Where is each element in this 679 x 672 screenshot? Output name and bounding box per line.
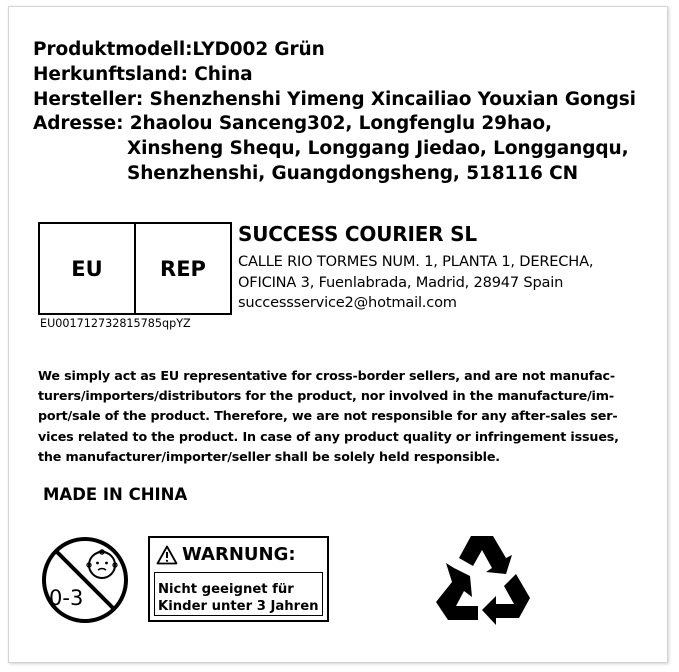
product-model-line: Produktmodell:LYD002 Grün	[33, 39, 325, 60]
disclaimer-line: We simply act as EU representative for cross-border sellers, and are not manufac-	[38, 368, 616, 383]
rep-email: successservice2@hotmail.com	[238, 294, 457, 312]
rep-address-line: CALLE RIO TORMES NUM. 1, PLANTA 1, DERECHA,	[238, 253, 594, 270]
made-in-china: MADE IN CHINA	[43, 485, 188, 504]
address-line: Shenzhenshi, Guangdongsheng, 518116 CN	[127, 162, 579, 184]
eu-rep-left-cell: EU	[40, 224, 136, 313]
disclaimer-text	[38, 366, 619, 467]
disclaimer-line: vices related to the product. In case of any product quality or infringement issues,	[38, 428, 619, 444]
manufacturer-info	[33, 38, 636, 187]
eu-rep-id: EU001712732815785qpYZ	[40, 317, 191, 330]
manufacturer-line: Hersteller: Shenzhenshi Yimeng Xincailiao Youxian Gongsi	[33, 88, 636, 110]
warning-triangle-icon	[156, 545, 178, 565]
warning-text-line: Kinder unter 3 Jahren	[158, 599, 319, 614]
disclaimer-line: the manufacturer/importer/seller shall be solely held responsible.	[38, 448, 500, 464]
age-label: 0-3	[49, 586, 84, 610]
recycle-icon	[434, 530, 534, 625]
rep-address	[238, 252, 593, 314]
no-children-under-3-icon	[40, 535, 130, 625]
address-line: Adresse: 2haolou Sanceng302, Longfenglu 29hao,	[33, 113, 552, 135]
disclaimer-line: port/sale of the product. Therefore, we are not responsible for any after-sales ser-	[38, 408, 618, 424]
warning-title: WARNUNG:	[182, 544, 296, 565]
eu-rep-symbol	[38, 222, 232, 315]
country-of-origin-line: Herkunftsland: China	[33, 63, 253, 85]
warning-box	[148, 536, 329, 622]
address-line: Xinsheng Shequ, Longgang Jiedao, Longgangqu,	[127, 138, 629, 160]
warning-text-line: Nicht geeignet für	[158, 582, 294, 597]
eu-rep-right-cell: REP	[160, 256, 206, 281]
disclaimer-line: turers/importers/distributors for the product, nor involved in the manufacture/im-	[38, 388, 614, 404]
warning-header	[156, 544, 296, 565]
rep-address-line: OFICINA 3, Fuenlabrada, Madrid, 28947 Spain	[238, 273, 564, 291]
rep-company-name: SUCCESS COURIER SL	[238, 222, 477, 246]
